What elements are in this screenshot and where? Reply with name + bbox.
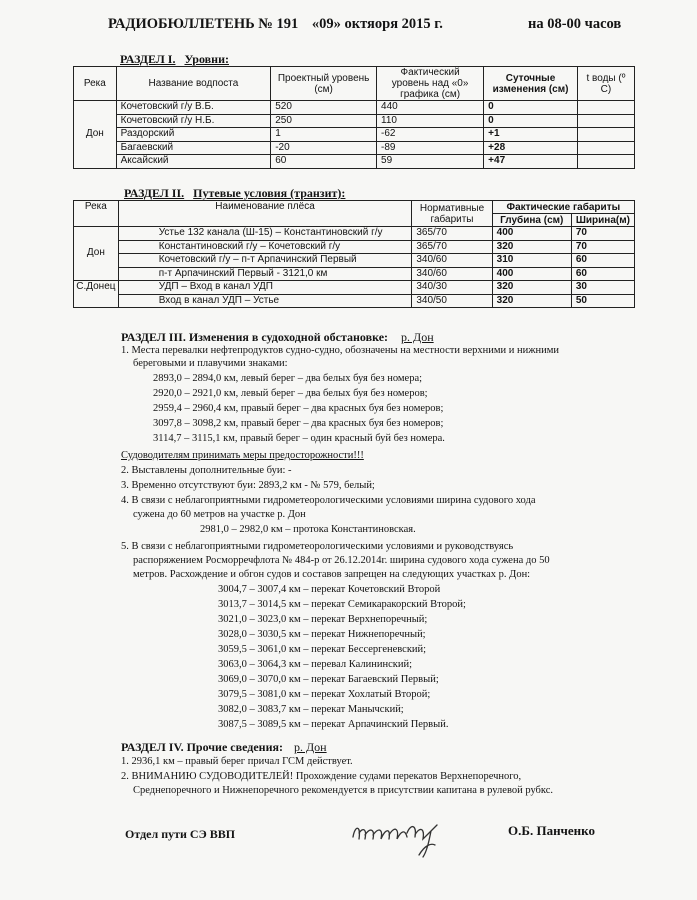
signature-image xyxy=(345,815,455,860)
depth: 400 xyxy=(492,227,571,241)
table-row xyxy=(74,267,635,281)
post-name: Кочетовский г/у Н.Б. xyxy=(116,114,271,128)
table-row xyxy=(74,101,635,115)
river-name: Дон xyxy=(74,227,119,281)
item3: 3. Временно отсутствуют буи: 2893,2 км - № 579, белый; xyxy=(121,480,375,491)
section1-title xyxy=(120,52,229,67)
section4-river: р. Дон xyxy=(294,740,327,754)
depth: 320 xyxy=(492,281,571,295)
design-level: 1 xyxy=(271,128,377,142)
section1-title-prefix: РАЗДЕЛ I. xyxy=(120,52,176,66)
water-temp xyxy=(577,114,634,128)
actual-level: 110 xyxy=(377,114,484,128)
list-item: 3082,0 – 3083,7 км – перекат Манычский; xyxy=(218,704,404,715)
signatory-name: О.Б. Панченко xyxy=(508,823,595,838)
table-row xyxy=(74,128,635,142)
list-item: 3059,5 – 3061,0 км – перекат Бессергеневский; xyxy=(218,644,427,655)
section3-title xyxy=(121,330,434,345)
item4-line2: сужена до 60 метров на участке р. Дон xyxy=(133,509,306,520)
section4-item2-line2: Среднепоречного и Нижнепоречного рекомендуется в присутствии капитана в рулевой рубкс. xyxy=(133,785,554,796)
list-item: 3004,7 – 3007,4 км – перекат Кочетовский Второй xyxy=(218,584,441,595)
col-norm-dims: Нормативные габариты xyxy=(412,201,492,227)
norm-dims: 365/70 xyxy=(412,227,492,241)
actual-level: -62 xyxy=(377,128,484,142)
reach-name: Устье 132 канала (Ш-15) – Константиновский г/у xyxy=(118,227,412,241)
list-item: 3097,8 – 3098,2 км, правый берег – два красных буя без номеров; xyxy=(153,418,444,429)
table-row xyxy=(74,254,635,268)
table-row xyxy=(74,294,635,308)
table-row xyxy=(74,141,635,155)
design-level: 250 xyxy=(271,114,377,128)
col-design-level: Проектный уровень (см) xyxy=(271,67,377,101)
width: 70 xyxy=(571,227,634,241)
col-water-temp: t воды (º С) xyxy=(577,67,634,101)
section4-title-text: РАЗДЕЛ IV. Прочие сведения: xyxy=(121,740,283,754)
col-daily-change: Суточные изменения (см) xyxy=(484,67,578,101)
width: 60 xyxy=(571,254,634,268)
width: 70 xyxy=(571,240,634,254)
norm-dims: 340/50 xyxy=(412,294,492,308)
col-reach-name: Наименование плёса xyxy=(118,201,412,227)
post-name: Аксайский xyxy=(116,155,271,169)
list-item: 2920,0 – 2921,0 км, левый берег – два белых буя без номеров; xyxy=(153,388,428,399)
list-item: 3114,7 – 3115,1 км, правый берег – один красный буй без номера. xyxy=(153,433,445,444)
design-level: 60 xyxy=(271,155,377,169)
section3-title-text: РАЗДЕЛ III. Изменения в судоходной обстановке: xyxy=(121,330,389,344)
actual-level: 59 xyxy=(377,155,484,169)
col-width: Ширина(м) xyxy=(571,214,634,227)
item5-line2: распоряжением Росморречфлота № 484-р от 26.12.2014г. ширина судового хода сужена до 50 xyxy=(133,555,550,566)
section4-item2-line1: 2. ВНИМАНИЮ СУДОВОДИТЕЛЕЙ! Прохождение судами перекатов Верхнепоречного, xyxy=(121,771,522,782)
route-table-header xyxy=(74,201,635,214)
section2-title-prefix: РАЗДЕЛ II. xyxy=(124,186,185,200)
col-river: Река xyxy=(74,201,119,227)
list-item: 3028,0 – 3030,5 км – перекат Нижнепоречный; xyxy=(218,629,426,640)
depth: 320 xyxy=(492,294,571,308)
section2-title xyxy=(124,186,345,201)
norm-dims: 340/60 xyxy=(412,254,492,268)
col-post: Название водпоста xyxy=(116,67,271,101)
depth: 310 xyxy=(492,254,571,268)
table-row xyxy=(74,114,635,128)
list-item: 2959,4 – 2960,4 км, правый берег – два красных буя без номеров; xyxy=(153,403,444,414)
daily-change: +1 xyxy=(484,128,578,142)
river-name: С.Донец xyxy=(74,281,119,308)
bulletin-title: РАДИОБЮЛЛЕТЕНЬ № 191 xyxy=(108,16,299,32)
list-item: 3079,5 – 3081,0 км – перекат Хохлатый Второй; xyxy=(218,689,431,700)
section3-river: р. Дон xyxy=(401,330,434,344)
norm-dims: 340/30 xyxy=(412,281,492,295)
caution-warning: Судоводителям принимать меры предосторожности!!! xyxy=(121,450,364,461)
list-item: 3087,5 – 3089,5 км – перекат Арпачинский Первый. xyxy=(218,719,449,730)
section2-title-rest: Путевые условия (транзит): xyxy=(193,186,346,200)
water-temp xyxy=(577,155,634,169)
list-item: 3021,0 – 3023,0 км – перекат Верхнепоречный; xyxy=(218,614,428,625)
actual-level: 440 xyxy=(377,101,484,115)
table-row xyxy=(74,240,635,254)
col-actual-level: Фактический уровень над «0» графика (см) xyxy=(377,67,484,101)
post-name: Раздорский xyxy=(116,128,271,142)
item5-line3: метров. Расхождение и обгон судов и составов запрещен на следующих участках р. Дон: xyxy=(133,569,531,580)
daily-change: +47 xyxy=(484,155,578,169)
item1-line2: береговыми и плавучими знаками: xyxy=(133,358,288,369)
section4-title xyxy=(121,740,327,755)
item4-line1: 4. В связи с неблагоприятными гидрометеорологическими условиями ширина судового хода xyxy=(121,495,536,506)
col-river: Река xyxy=(74,67,117,101)
item5-line1: 5. В связи с неблагоприятными гидрометеорологическими условиями и руководствуясь xyxy=(121,541,514,552)
reach-name: п-т Арпачинский Первый - 3121,0 км xyxy=(118,267,412,281)
bulletin-date: «09» октяоря 2015 г. xyxy=(311,16,443,32)
width: 30 xyxy=(571,281,634,295)
bulletin-time: на 08-00 часов xyxy=(528,16,622,32)
levels-table-header xyxy=(74,67,635,101)
list-item: 2893,0 – 2894,0 км, левый берег – два белых буя без номера; xyxy=(153,373,423,384)
design-level: -20 xyxy=(271,141,377,155)
daily-change: 0 xyxy=(484,101,578,115)
water-temp xyxy=(577,101,634,115)
section1-title-rest: Уровни: xyxy=(184,52,229,66)
water-temp xyxy=(577,141,634,155)
reach-name: УДП – Вход в канал УДП xyxy=(118,281,412,295)
table-row xyxy=(74,281,635,295)
col-actual-dims: Фактические габариты xyxy=(492,201,634,214)
bulletin-header xyxy=(108,16,668,33)
reach-name: Кочетовский г/у – п-т Арпачинский Первый xyxy=(118,254,412,268)
daily-change: +28 xyxy=(484,141,578,155)
post-name: Кочетовский г/у В.Б. xyxy=(116,101,271,115)
section4-item1: 1. 2936,1 км – правый берег причал ГСМ действует. xyxy=(121,756,353,767)
width: 50 xyxy=(571,294,634,308)
table-row xyxy=(74,155,635,169)
depth: 400 xyxy=(492,267,571,281)
depth: 320 xyxy=(492,240,571,254)
actual-level: -89 xyxy=(377,141,484,155)
item1-line1: 1. Места перевалки нефтепродуктов судно-судно, обозначены на местности верхними и нижними xyxy=(121,345,559,356)
table-row xyxy=(74,227,635,241)
reach-name: Константиновский г/у – Кочетовский г/у xyxy=(118,240,412,254)
daily-change: 0 xyxy=(484,114,578,128)
river-name: Дон xyxy=(74,101,117,169)
norm-dims: 365/70 xyxy=(412,240,492,254)
width: 60 xyxy=(571,267,634,281)
post-name: Багаевский xyxy=(116,141,271,155)
col-depth: Глубина (см) xyxy=(492,214,571,227)
water-temp xyxy=(577,128,634,142)
item4-line3: 2981,0 – 2982,0 км – протока Константиновская. xyxy=(200,524,416,535)
route-table xyxy=(73,200,635,308)
list-item: 3013,7 – 3014,5 км – перекат Семикаракорский Второй; xyxy=(218,599,466,610)
design-level: 520 xyxy=(271,101,377,115)
department-name: Отдел пути СЭ ВВП xyxy=(125,827,236,841)
list-item: 3069,0 – 3070,0 км – перекат Багаевский Первый; xyxy=(218,674,439,685)
list-item: 3063,0 – 3064,3 км – перевал Калининский; xyxy=(218,659,412,670)
norm-dims: 340/60 xyxy=(412,267,492,281)
item2: 2. Выставлены дополнительные буи: - xyxy=(121,465,292,476)
reach-name: Вход в канал УДП – Устье xyxy=(118,294,412,308)
levels-table xyxy=(73,66,635,169)
